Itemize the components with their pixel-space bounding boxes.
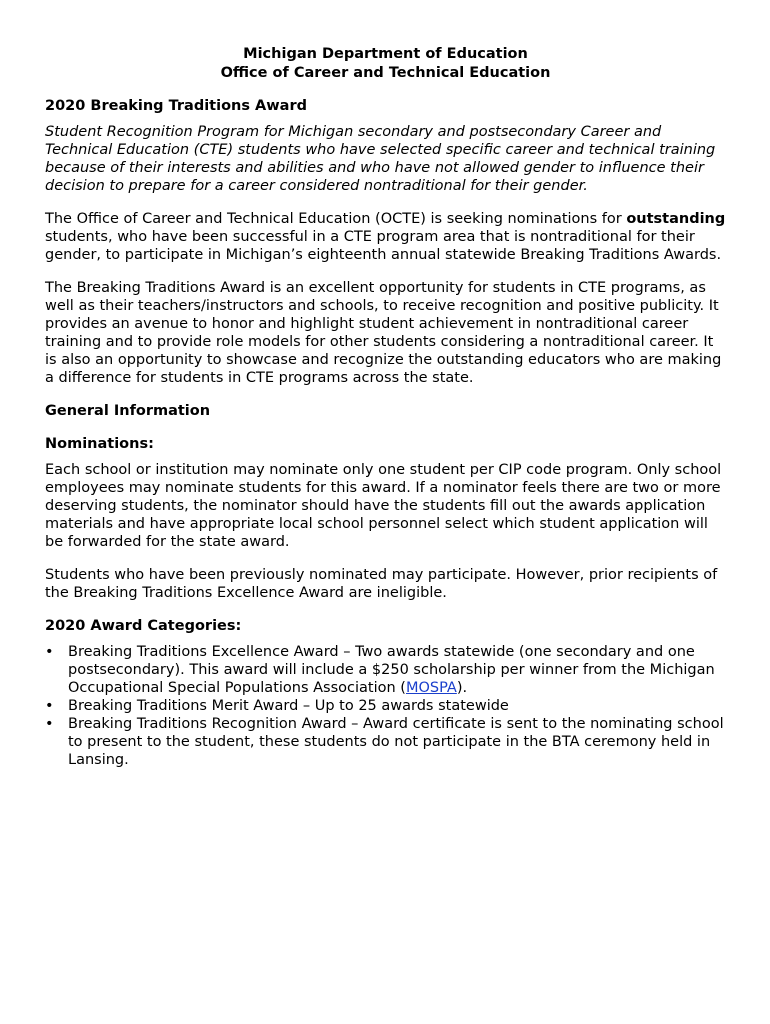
list-item: • Breaking Traditions Merit Award – Up to 25 awards statewide	[45, 697, 726, 715]
opportunity-paragraph: The Breaking Traditions Award is an excellent opportunity for students in CTE programs, as well as their teachers/instructors and schools, to receive recognition and positive publicity. It provides an avenue to honor and highlight student achievement in nontraditional career training and to provide role models for other students considering a nontraditional career. It is also an opportunity to showcase and recognize the outstanding educators who are making a difference for students in CTE programs across the state.	[45, 280, 722, 386]
general-information-heading: General Information	[45, 403, 211, 419]
excellence-award-text-end: ).	[456, 680, 468, 696]
para1-text-before: The Office of Career and Technical Education (OCTE) is seeking nominations for	[45, 211, 627, 227]
intro-paragraph: Student Recognition Program for Michigan secondary and postsecondary Career and Technical Education (CTE) students who have selected specific career and technical training because of their interests and abilities and who have not allowed gender to influence their decision to prepare for a career considered nontraditional for their gender.	[45, 124, 716, 194]
seeking-nominations-paragraph	[45, 210, 726, 264]
award-categories-list	[45, 643, 726, 769]
excellence-award-text: Breaking Traditions Excellence Award – Two awards statewide (one secondary and one postsecondary). This award will include a $250 scholarship per winner from the Michigan Occupational Special Populations Association (	[68, 644, 715, 696]
award-categories-heading: 2020 Award Categories:	[45, 618, 242, 634]
nominations-heading: Nominations:	[45, 436, 154, 452]
list-item	[45, 643, 726, 697]
para1-text-after: students, who have been successful in a CTE program area that is nontraditional for their gender, to participate in Michigan’s eighteenth annual statewide Breaking Traditions Awards.	[45, 229, 722, 263]
nominations-paragraph-1: Each school or institution may nominate only one student per CIP code program. Only school employees may nominate students for this award. If a nominator feels there are two or more deserving students, the nominator should have the students fill out the awards application materials and have appropriate local school personnel select which student application will be forwarded for the state award.	[45, 462, 722, 550]
list-item: • Breaking Traditions Recognition Award – Award certificate is sent to the nominating school to present to the student, these students do not participate in the BTA ceremony held in Lansing.	[45, 715, 726, 769]
nominations-paragraph-2: Students who have been previously nominated may participate. However, prior recipients of the Breaking Traditions Excellence Award are ineligible.	[45, 567, 718, 601]
mospa-link[interactable]: MOSPA	[405, 680, 457, 696]
department-name: Michigan Department of Education	[243, 46, 528, 62]
office-name: Office of Career and Technical Education	[220, 65, 551, 81]
document-header	[45, 45, 726, 83]
award-title: 2020 Breaking Traditions Award	[45, 98, 307, 114]
para1-bold-word: outstanding	[626, 211, 726, 227]
